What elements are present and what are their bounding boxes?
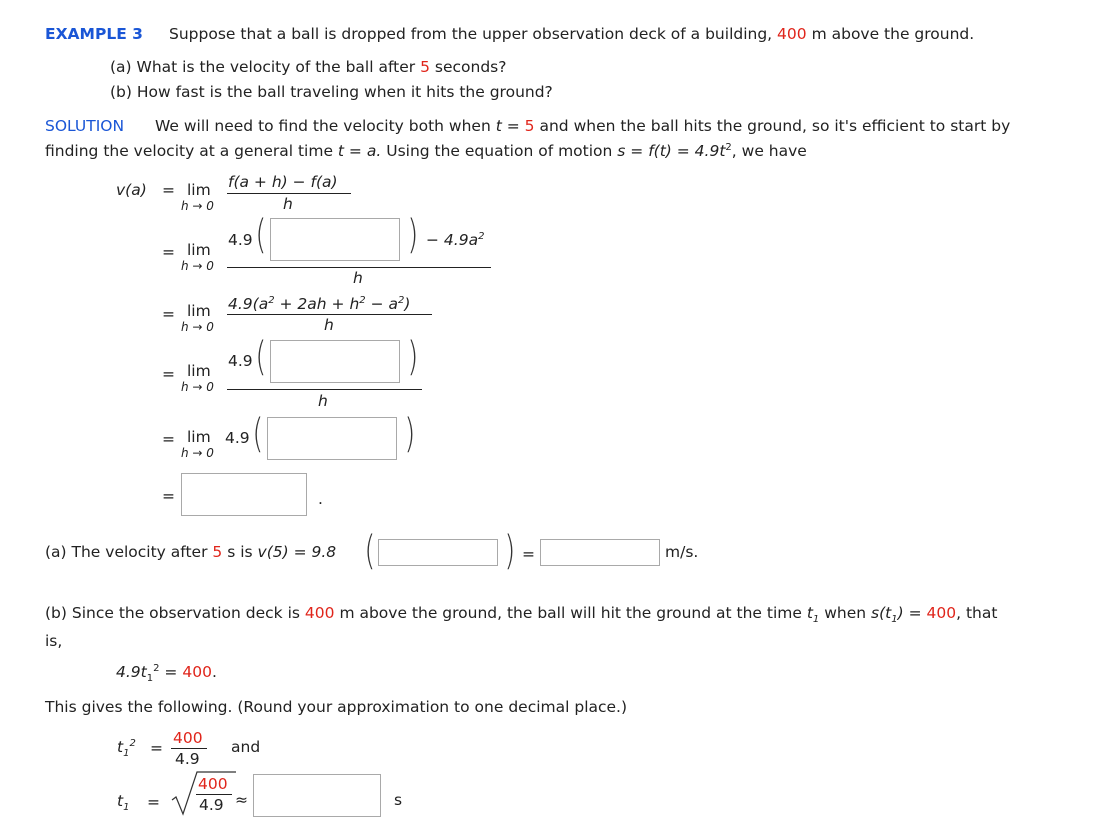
lim-sub-1: h → 0 xyxy=(181,199,214,213)
t1-answer-input[interactable] xyxy=(253,774,381,817)
fraction-den-2: 4.9 xyxy=(199,796,224,814)
solution-line1 xyxy=(155,117,1010,135)
solution-text2a: finding the velocity at a general time xyxy=(45,142,333,160)
part-b-eq-val: 400 xyxy=(182,663,212,681)
denominator-2: h xyxy=(353,269,363,287)
right-paren-5: ) xyxy=(404,411,416,457)
part-b-st1-open: s(t xyxy=(871,604,892,622)
minus-term-exp: 2 xyxy=(478,230,485,242)
lim-1: lim xyxy=(187,181,211,199)
lim-sub-2: h → 0 xyxy=(181,259,214,273)
solution-text2b: Using the equation of motion xyxy=(386,142,613,160)
fraction-bar-1 xyxy=(227,193,351,194)
part-a-text xyxy=(45,543,336,561)
fraction-den-1: 4.9 xyxy=(175,750,200,768)
part-b-eq-sub: 1 xyxy=(146,673,154,685)
equals-1: = xyxy=(162,181,175,199)
fraction-bar-4 xyxy=(227,389,422,390)
part-b-eq-end: . xyxy=(211,663,217,681)
round-note: This gives the following. (Round your approximation to one decimal place.) xyxy=(45,698,628,716)
example-label: EXAMPLE 3 xyxy=(45,25,143,43)
solution-label: SOLUTION xyxy=(45,117,125,135)
solution-line2 xyxy=(45,142,807,160)
denominator-1: h xyxy=(283,195,293,213)
solution-text1a: We will need to find the velocity both when xyxy=(155,117,491,135)
solution-t-eq: t = xyxy=(495,117,520,135)
coef-4: 4.9 xyxy=(228,352,253,370)
num3-exp-c: 2 xyxy=(398,294,405,306)
part-a-mid: s is xyxy=(227,543,253,561)
lim-sub-3: h → 0 xyxy=(181,320,214,334)
solution-text2c: , we have xyxy=(731,142,807,160)
part-b-height: 400 xyxy=(304,604,335,622)
equals-3: = xyxy=(162,305,175,323)
question-a-time: 5 xyxy=(420,58,430,76)
lim-sub-4: h → 0 xyxy=(181,380,214,394)
coef-2: 4.9 xyxy=(228,231,253,249)
seconds-unit: s xyxy=(394,791,403,809)
right-paren-4: ) xyxy=(407,334,419,380)
lim-2: lim xyxy=(187,241,211,259)
num3-exp-a: 2 xyxy=(268,294,275,306)
minus-term-text: − 4.9a xyxy=(426,231,479,249)
part-b-eq-equals: = xyxy=(164,663,183,681)
part-a-time: 5 xyxy=(212,543,223,561)
motion-exponent: 2 xyxy=(725,141,732,153)
part-b-height2: 400 xyxy=(926,604,957,622)
motion-equation: s = f(t) = 4.9t xyxy=(617,142,726,160)
lim-4: lim xyxy=(187,362,211,380)
minus-term xyxy=(426,231,484,249)
right-paren-a: ) xyxy=(504,528,516,574)
solution-text1b: and when the ball hits the ground, so it's efficient to start by xyxy=(539,117,1011,135)
question-a xyxy=(110,58,506,76)
va-label: v(a) xyxy=(116,181,147,199)
numerator-1: f(a + h) − f(a) xyxy=(228,173,338,191)
part-b-t1-var: t xyxy=(806,604,813,622)
num3-a: 4.9(a xyxy=(228,295,269,313)
lim-5: lim xyxy=(187,428,211,446)
left-paren-4: ( xyxy=(255,334,267,380)
equals-2: = xyxy=(162,243,175,261)
left-paren-a: ( xyxy=(364,528,376,574)
solution-t-eq-a: t = a. xyxy=(337,142,382,160)
right-paren-2: ) xyxy=(407,212,419,258)
coef-5: 4.9 xyxy=(225,429,250,447)
lim-3: lim xyxy=(187,302,211,320)
denominator-4: h xyxy=(318,392,328,410)
part-b-st1-sub: 1 xyxy=(891,614,898,626)
intro-part-a: Suppose that a ball is dropped from the upper observation deck of a building, xyxy=(169,25,773,43)
and-text: and xyxy=(231,738,261,756)
solution-time: 5 xyxy=(524,117,535,135)
part-b-line1a: (b) Since the observation deck is xyxy=(45,604,300,622)
num3-exp-b: 2 xyxy=(359,294,366,306)
denominator-3: h xyxy=(324,316,334,334)
limit-input[interactable] xyxy=(267,417,397,460)
left-paren-5: ( xyxy=(252,411,264,457)
num3-b: + 2ah + h xyxy=(274,295,360,313)
question-a-suffix: seconds? xyxy=(434,58,507,76)
num3-d: ) xyxy=(404,295,411,313)
part-b-eq-exp: 2 xyxy=(153,662,160,674)
t1-equals: = xyxy=(147,793,160,811)
approx-sign: ≈ xyxy=(235,791,248,809)
fraction-bar-b2 xyxy=(196,794,232,795)
t1-squared xyxy=(117,737,136,760)
numerator-3 xyxy=(228,295,410,313)
intro-height: 400 xyxy=(777,25,807,43)
part-b-eq-lhs: 4.9t xyxy=(116,663,147,681)
period-6: . xyxy=(318,490,323,508)
lim-sub-5: h → 0 xyxy=(181,446,214,460)
question-b: (b) How fast is the ball traveling when it hits the ground? xyxy=(110,83,553,101)
part-b-is: is, xyxy=(45,632,63,650)
fraction-num-2: 400 xyxy=(198,775,228,793)
left-paren-2: ( xyxy=(255,212,267,258)
part-b-t1-sub: 1 xyxy=(812,614,820,626)
part-a-prefix: (a) The velocity after xyxy=(45,543,208,561)
t1-squared-sub: 1 xyxy=(123,748,130,760)
part-a-equals: = xyxy=(522,545,535,563)
part-b-line1 xyxy=(45,604,998,626)
part-a-unit: m/s. xyxy=(665,543,699,561)
intro-part-b: m above the ground. xyxy=(811,25,975,43)
t1-label xyxy=(117,792,130,814)
fraction-num-1: 400 xyxy=(173,729,203,747)
part-b-equation xyxy=(116,662,217,685)
part-a-v5: v(5) = 9.8 xyxy=(257,543,337,561)
velocity-general-input[interactable] xyxy=(181,473,307,516)
equals-6: = xyxy=(162,487,175,505)
part-b-st1 xyxy=(871,604,922,626)
num3-c: − a xyxy=(365,295,398,313)
part-b-when: when xyxy=(824,604,867,622)
t1-squared-equals: = xyxy=(150,739,163,757)
equals-5: = xyxy=(162,430,175,448)
numerator-input-1[interactable] xyxy=(270,218,400,261)
velocity-a-answer-input[interactable] xyxy=(540,539,660,566)
t1-squared-exp: 2 xyxy=(129,737,136,749)
numerator-input-2[interactable] xyxy=(270,340,400,383)
part-b-t1 xyxy=(806,604,820,626)
velocity-a-inner-input[interactable] xyxy=(378,539,498,566)
t1-squared-var: t xyxy=(117,738,124,756)
fraction-bar-2 xyxy=(227,267,491,268)
part-b-st1-close: ) = xyxy=(897,604,922,622)
fraction-bar-b1 xyxy=(171,748,207,749)
part-b-that: , that xyxy=(956,604,998,622)
intro-text xyxy=(169,25,974,43)
fraction-bar-3 xyxy=(227,314,432,315)
question-a-prefix: (a) What is the velocity of the ball after xyxy=(110,58,416,76)
equals-4: = xyxy=(162,365,175,383)
t1-label-var: t xyxy=(117,792,124,810)
t1-label-sub: 1 xyxy=(123,802,130,814)
part-b-line1b: m above the ground, the ball will hit the ground at the time xyxy=(339,604,802,622)
